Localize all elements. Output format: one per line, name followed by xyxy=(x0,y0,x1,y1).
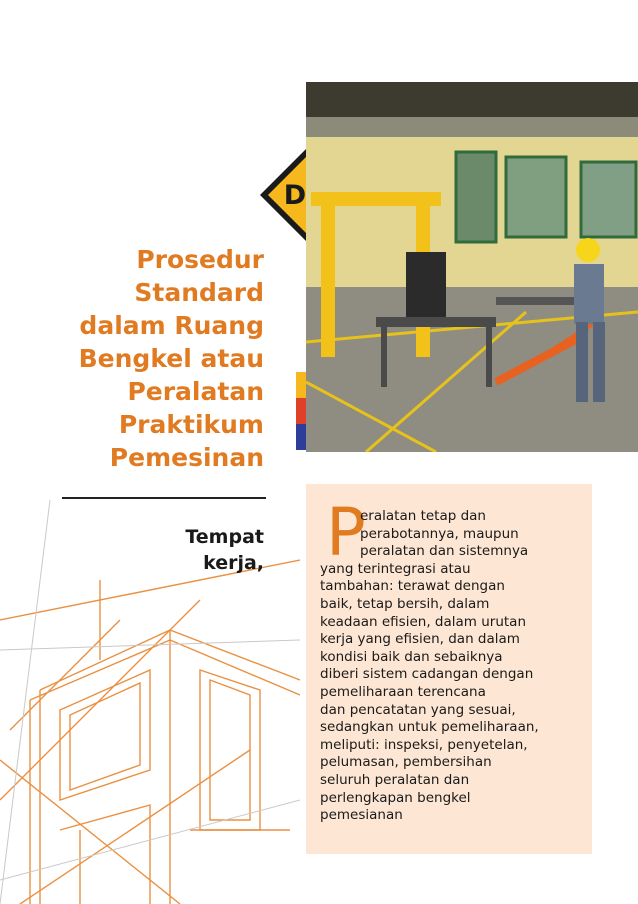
title-line: Pemesinan xyxy=(109,443,264,472)
title-divider xyxy=(62,497,266,499)
subtitle-line: kerja, xyxy=(203,552,264,574)
body-line: meliputi: inspeksi, penyetelan, xyxy=(320,736,528,753)
body-line: diberi sistem cadangan dengan xyxy=(320,666,534,683)
body-line: seluruh peralatan dan xyxy=(320,771,470,788)
title-line: Standard xyxy=(134,278,264,307)
section-letter: D xyxy=(283,180,307,211)
body-line: perlengkapan bengkel xyxy=(320,789,471,806)
body-line: perabotannya, maupun xyxy=(360,525,519,542)
body-line: yang terintegrasi atau xyxy=(320,560,471,577)
body-line: pelumasan, pembersihan xyxy=(320,754,492,771)
title-line: dalam Ruang xyxy=(79,311,264,340)
body-line: eralatan tetap dan xyxy=(360,508,486,524)
body-line: tambahan: terawat dengan xyxy=(320,578,505,595)
body-line: kerja yang efisien, dan dalam xyxy=(320,631,520,648)
body-line: kondisi baik dan sebaiknya xyxy=(320,648,503,665)
body-line: keadaan efisien, dalam urutan xyxy=(320,613,527,630)
color-stripe xyxy=(296,372,306,450)
workshop-photo xyxy=(306,82,638,452)
title-line: Bengkel atau xyxy=(78,344,264,373)
body-line: dan pencatatan yang sesuai, xyxy=(320,701,516,718)
title-line: Prosedur xyxy=(136,245,264,274)
title-line: Peralatan xyxy=(127,377,264,406)
body-line: peralatan dan sistemnya xyxy=(360,543,529,560)
title-line: Praktikum xyxy=(118,410,264,439)
body-line: pemesianan xyxy=(320,807,403,824)
section-title xyxy=(40,243,264,474)
body-line: sedangkan untuk pemeliharaan, xyxy=(320,719,539,736)
subtitle-line: Tempat xyxy=(185,526,264,548)
body-paragraph xyxy=(320,508,592,825)
subtitle xyxy=(140,524,264,576)
body-line: pemeliharaan terencana xyxy=(320,683,486,700)
drop-cap: P xyxy=(326,494,366,571)
body-line: baik, tetap bersih, dalam xyxy=(320,595,490,612)
